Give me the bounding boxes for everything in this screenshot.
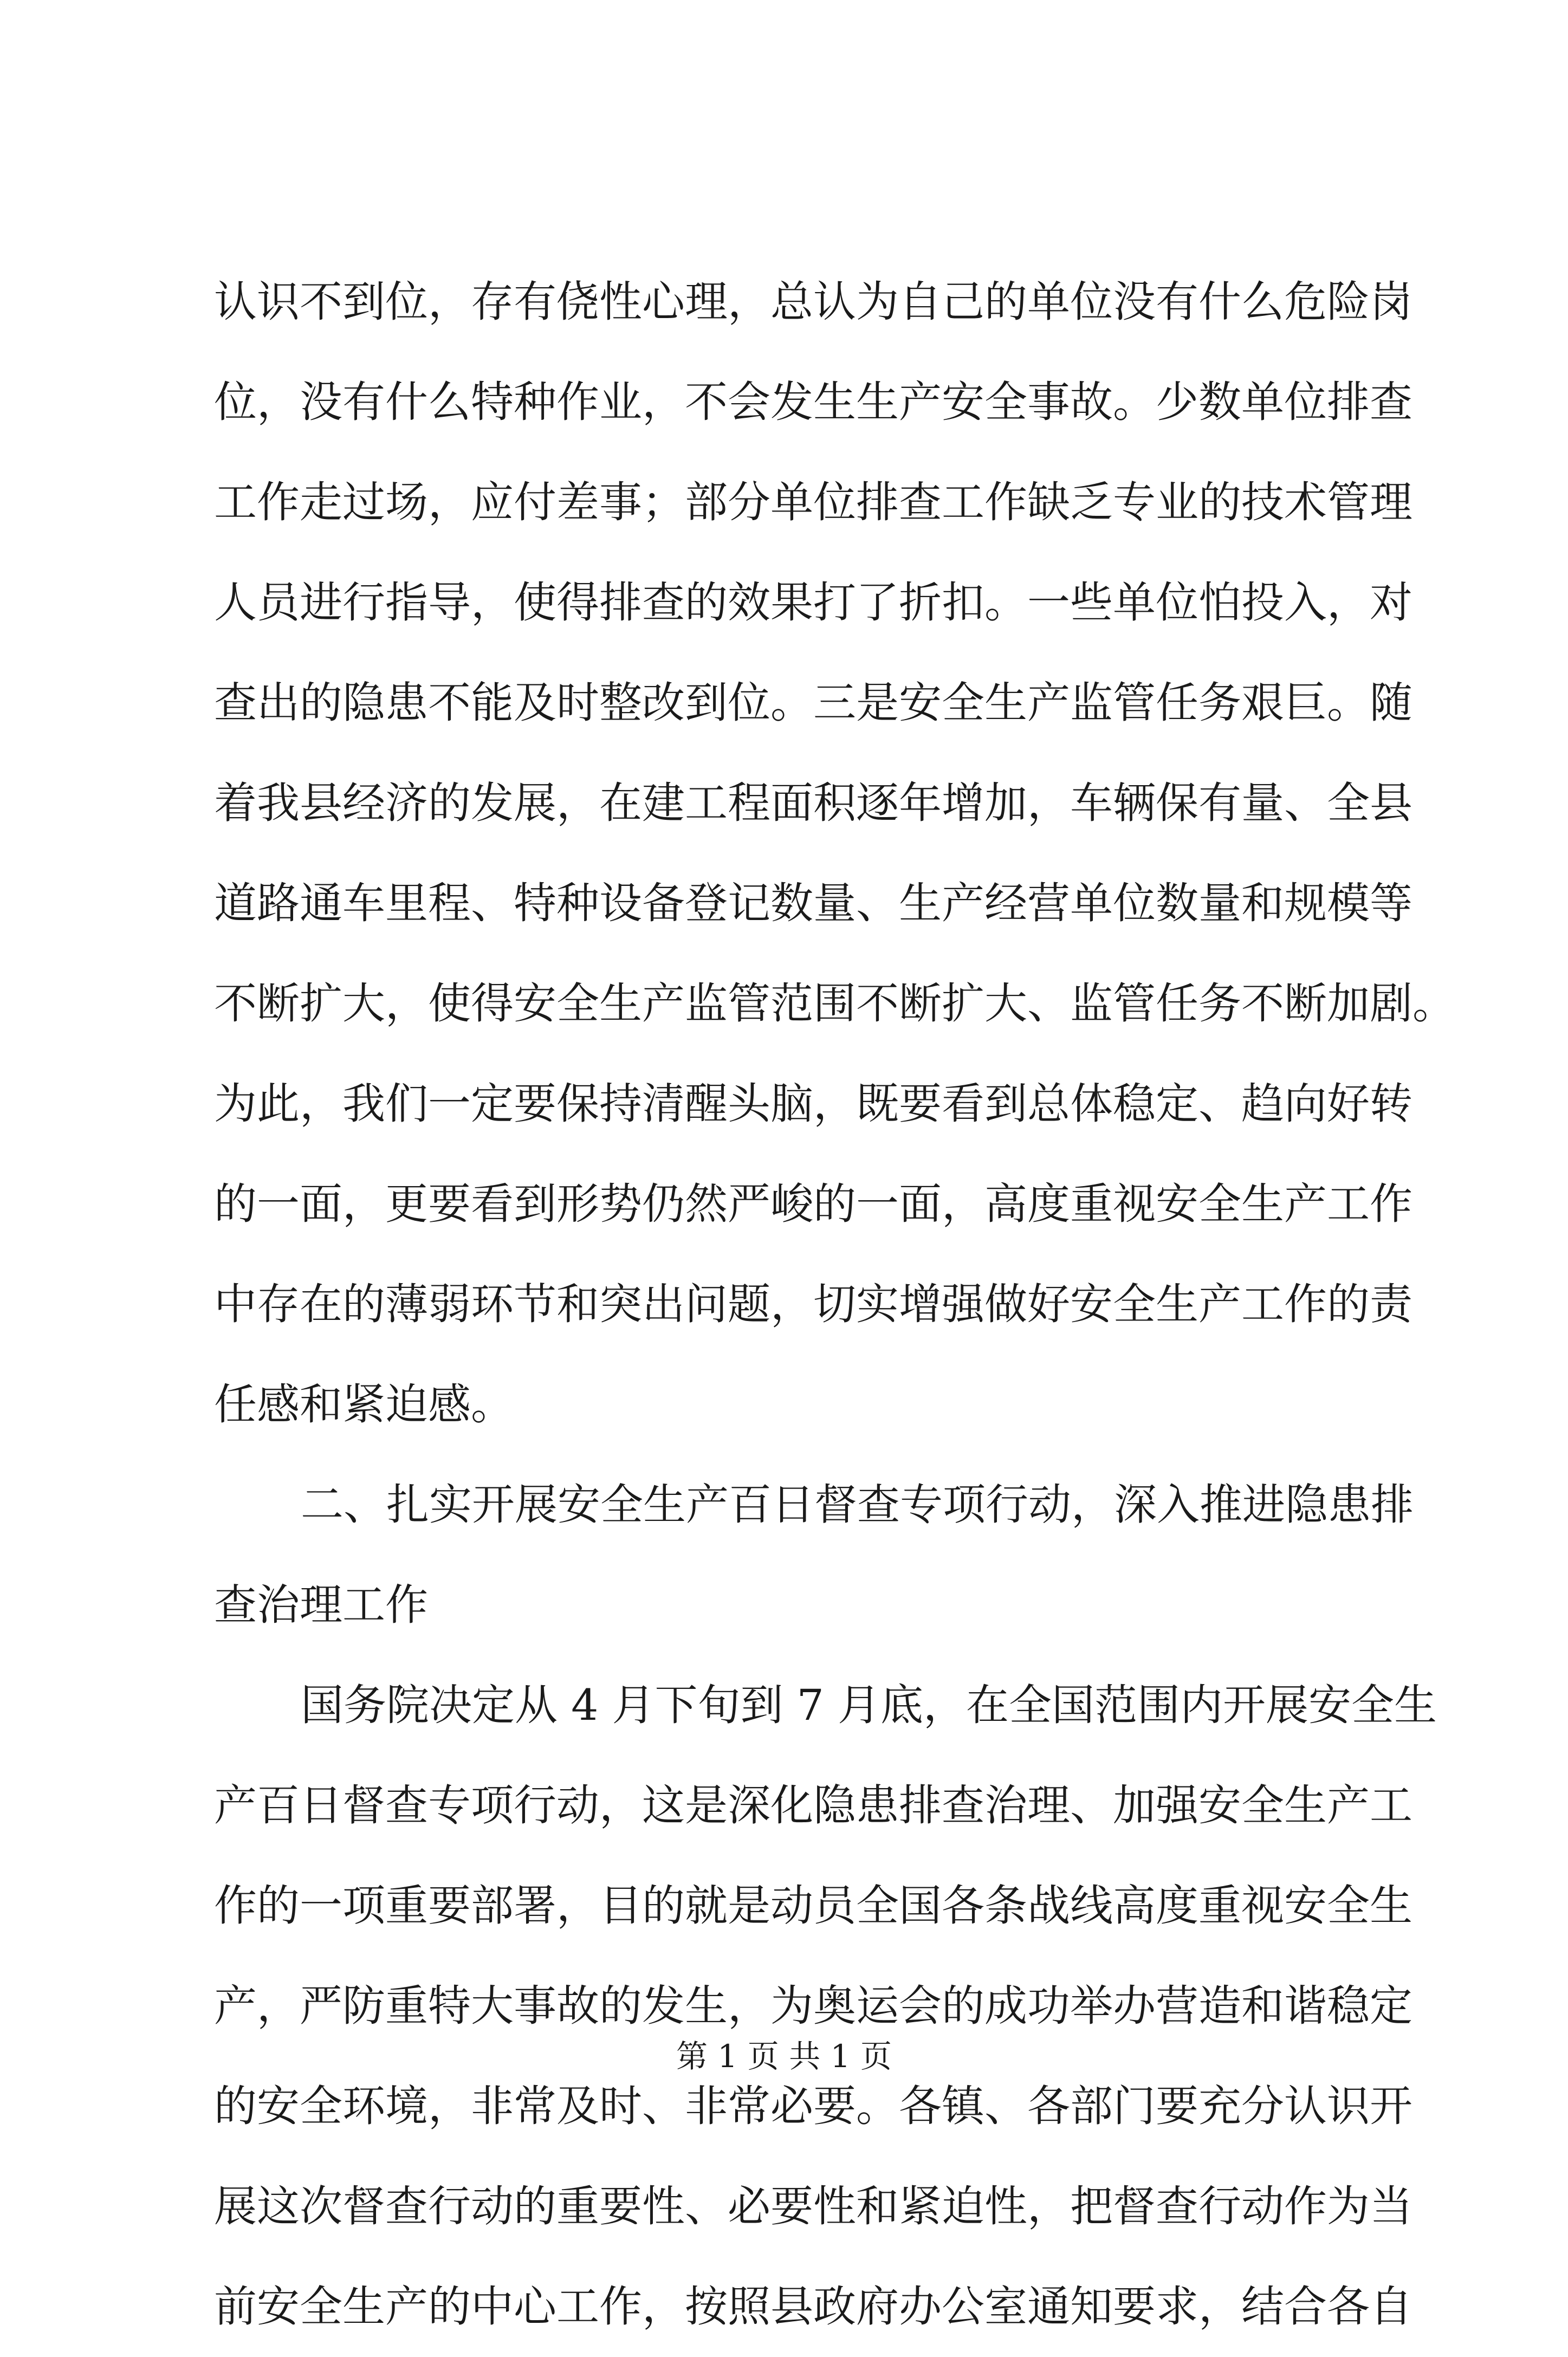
text-line: 展这次督查行动的重要性、必要性和紧迫性，把督查行动作为当 — [214, 2181, 1413, 2231]
section-heading-line: 二、扎实开展安全生产百日督查专项行动，深入推进隐患排 — [301, 1480, 1414, 1530]
text-line: 位，没有什么特种作业，不会发生生产安全事故。少数单位排查 — [214, 377, 1413, 427]
page-footer: 第 1 页 共 1 页 — [676, 2038, 892, 2075]
section-heading-line: 查治理工作 — [214, 1580, 428, 1630]
text-line: 为此，我们一定要保持清醒头脑，既要看到总体稳定、趋向好转 — [214, 1079, 1413, 1129]
text-line: 不断扩大，使得安全生产监管范围不断扩大、监管任务不断加剧。 — [214, 979, 1455, 1028]
text-line: 产百日督查专项行动，这是深化隐患排查治理、加强安全生产工 — [214, 1780, 1413, 1830]
text-line: 产，严防重特大事故的发生，为奥运会的成功举办营造和谐稳定 — [214, 1981, 1413, 2031]
text-line: 道路通车里程、特种设备登记数量、生产经营单位数量和规模等 — [214, 878, 1413, 928]
text-line: 作的一项重要部署，目的就是动员全国各条战线高度重视安全生 — [214, 1881, 1413, 1931]
text-line: 国务院决定从 4 月下旬到 7 月底，在全国范围内开展安全生 — [301, 1680, 1437, 1730]
text-line: 认识不到位，存有侥性心理，总认为自己的单位没有什么危险岗 — [214, 277, 1413, 327]
text-line: 前安全生产的中心工作，按照县政府办公室通知要求，结合各自 — [214, 2282, 1413, 2332]
text-line: 人员进行指导，使得排查的效果打了折扣。一些单位怕投入，对 — [214, 578, 1413, 627]
text-line: 中存在的薄弱环节和突出问题，切实增强做好安全生产工作的责 — [214, 1279, 1413, 1329]
text-line: 查出的隐患不能及时整改到位。三是安全生产监管任务艰巨。随 — [214, 678, 1413, 728]
text-line: 着我县经济的发展，在建工程面积逐年增加，车辆保有量、全县 — [214, 778, 1413, 828]
text-line: 任感和紧迫感。 — [214, 1380, 514, 1429]
text-line: 的安全环境，非常及时、非常必要。各镇、各部门要充分认识开 — [214, 2081, 1413, 2131]
text-line: 工作走过场，应付差事；部分单位排查工作缺乏专业的技术管理 — [214, 477, 1413, 527]
text-line: 的一面，更要看到形势仍然严峻的一面，高度重视安全生产工作 — [214, 1179, 1413, 1229]
